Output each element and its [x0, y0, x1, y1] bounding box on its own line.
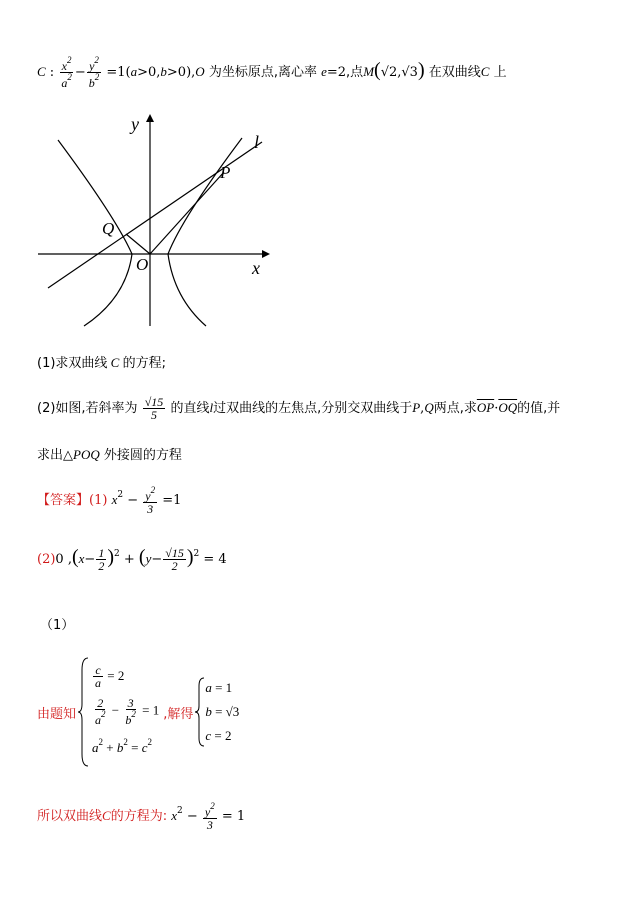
question-2-text-e: 的值,并: [517, 401, 561, 416]
solution-conclusion: 所以双曲线C的方程为: $x^2$ − $\frac{y^2}{3}$ = 1: [37, 801, 246, 832]
x-axis-label: x: [252, 258, 260, 278]
given-text-3: 在双曲线: [428, 65, 481, 80]
conclusion-text-b: 的方程为:: [110, 809, 168, 824]
solution-values: a = 1 b = √3 c = 2: [205, 680, 240, 743]
given-text-2: ,点: [346, 65, 364, 80]
answer-part-2-label: (2): [37, 552, 56, 567]
question-2-line1: (2)如图,若斜率为 $\frac{√15}{5}$ 的直线l过双曲线的左焦点,分别交双曲线于P,Q两点,求$\overline{OP}\cdot\overline{OQ}$的值,并: [37, 395, 561, 422]
problem-statement-line: C : $\frac{x^2}{a^2}$ − $\frac{y^2}{b^2}$ =1(a>0,b>0),O 为坐标原点,离心率 e=2,点M(√2,√3) 在双曲线C 上: [37, 55, 507, 90]
origin-label: O: [136, 255, 149, 274]
question-2-text-c: 过双曲线的左焦点,分别交双曲线于: [213, 401, 413, 416]
solution-intro: 由题知: [37, 706, 77, 722]
conclusion-text-a: 所以双曲线: [37, 809, 103, 824]
question-2-text-f: 求出: [37, 448, 64, 463]
hyperbola-figure: [30, 108, 280, 333]
question-1-text: (1)求双曲线: [37, 356, 108, 371]
solution-heading: （1）: [40, 618, 75, 633]
question-1: (1)求双曲线 C 的方程;: [37, 355, 166, 371]
y-axis-label: y: [131, 114, 139, 134]
answer-value: 0: [55, 552, 64, 567]
question-2-text-g: 外接圆的方程: [103, 448, 182, 463]
answer-line-1: 【答案】(1) $x^2$ − $\frac{y^2}{3}$ =1: [37, 485, 182, 516]
question-2-text-b: 的直线: [170, 401, 210, 416]
answer-part-1-label: (1): [89, 493, 108, 508]
point-p-label: P: [220, 163, 231, 182]
left-brace-icon: [78, 656, 90, 768]
answer-line-2: (2)0 ,(x− $\frac{1}{2}$ )$^2$ + (y− $\frac{√15}{2}$ )$^2$ = 4: [37, 546, 227, 573]
question-1-end: 的方程;: [122, 356, 166, 371]
answer-tag: 【答案】: [37, 493, 90, 508]
system-equations: $\frac{c}{a}$ = 2 $\frac{2}{a^2}$ − $\frac{3}{b^2}$ = 1 $a^2 + b^2 = c^2$: [92, 663, 160, 756]
solution-system: [37, 656, 239, 768]
given-text-1: 为坐标原点,离心率: [208, 65, 317, 80]
question-2-line2: 求出△POQ 外接圆的方程: [37, 447, 182, 463]
point-q-label: Q: [102, 219, 115, 238]
line-l-label: l: [254, 132, 260, 152]
question-2-text-a: (2)如图,若斜率为: [37, 401, 138, 416]
question-2-text-d: 两点,求: [433, 401, 477, 416]
right-brace-icon: [195, 676, 205, 748]
given-text-4: 上: [493, 65, 507, 80]
solution-solve-text: ,解得: [163, 706, 194, 722]
